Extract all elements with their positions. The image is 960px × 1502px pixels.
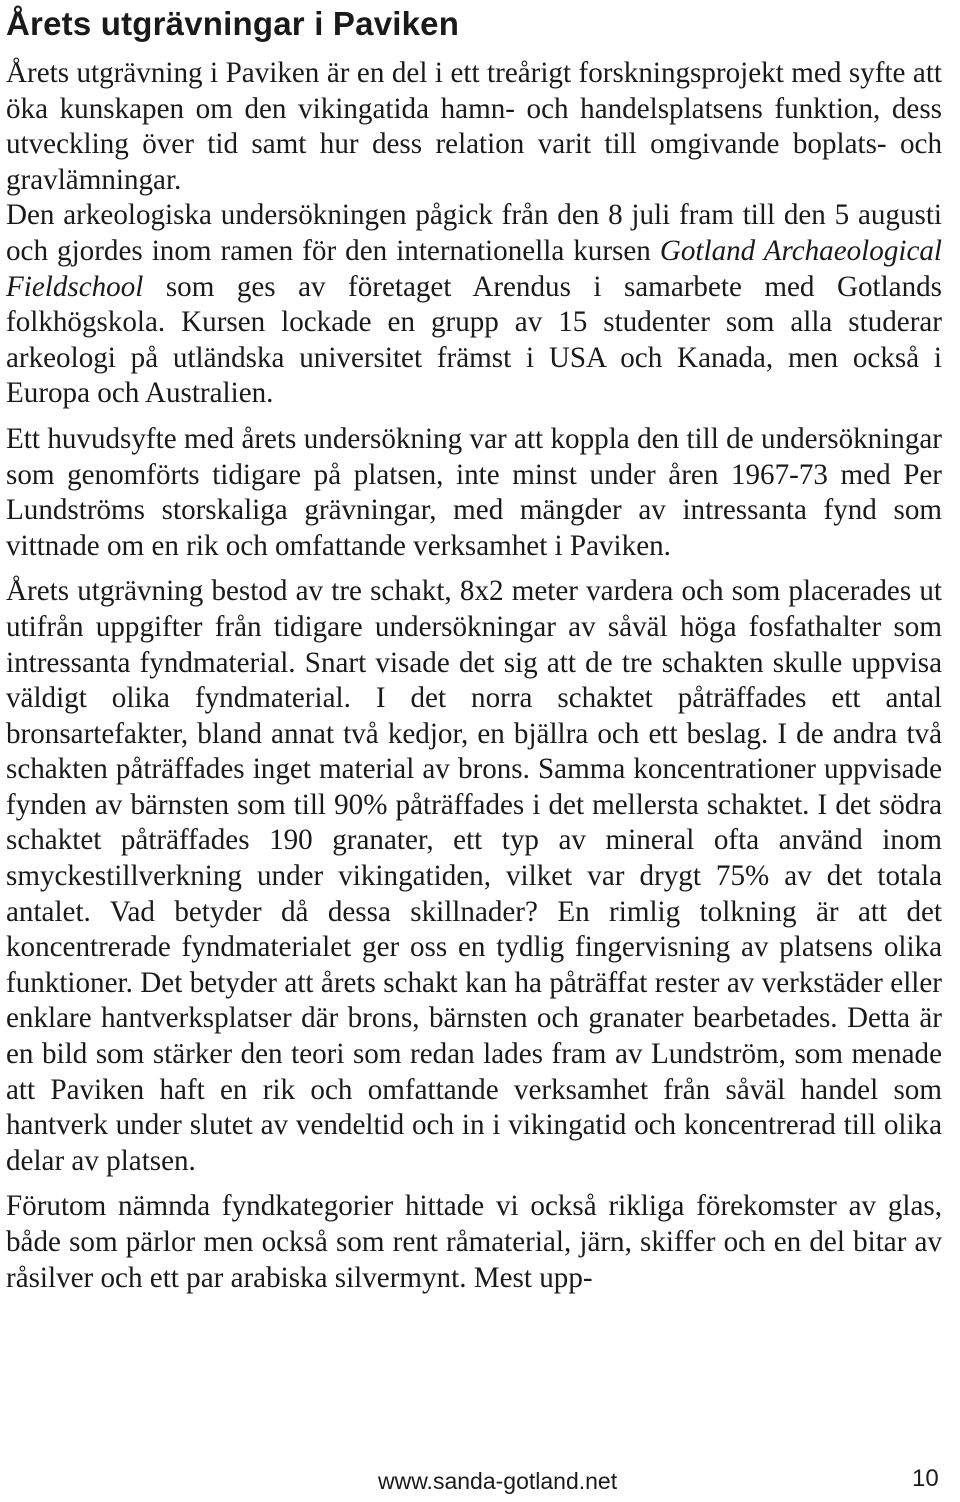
paragraph-purpose: Ett huvudsyfte med årets undersökning var att koppla den till de undersökningar som genomförts tidigare på platsen, inte minst under åren 1967-73 med Per Lundströms storskaliga grävningar, med mängder av intressanta fynd som vittnade om en rik och omfattande verksamhet i Paviken. [6,422,942,562]
paragraph-intro: Årets utgrävning i Paviken är en del i ett treårigt forskningsprojekt med syfte att öka kunskapen om den vikingatida hamn- och handelsplatsens funktion, dess utveckling över tid samt hur dess relation varit till omgivande boplats- och gravlämningar. [6,57,942,196]
course-name-italic: Gotland Archaeological Fieldschool [6,234,942,303]
paragraph-fieldschool [6,198,942,412]
paragraph-other-finds: Förutom nämnda fyndkategorier hittade vi också rikliga förekomster av glas, både som pärlor men också som rent råmaterial, järn, skiffer och en del bitar av råsilver och ett par arabiska silvermynt. Mest upp- [6,1190,942,1294]
paragraph-fieldschool-text-start: Den arkeologiska undersökningen pågick från den 8 juli fram till den 5 augusti och gjordes inom ramen för den internationella kursen [6,199,942,267]
document-page [6,0,942,1296]
footer-url: www.sanda-gotland.net [378,1468,618,1494]
paragraph-fieldschool-text-end: som ges av företaget Arendus i samarbete med Gotlands folkhögskola. Kursen lockade en grupp av 15 studenter som alla studerar arkeologi på utländska universitet främst i USA och Kanada, men också i Europa och Australien. [6,270,942,410]
page-title: Årets utgrävningar i Paviken [6,5,460,42]
page-number: 10 [912,1465,939,1492]
paragraph-trenches: Årets utgrävning bestod av tre schakt, 8x2 meter vardera och som placerades ut utifrån uppgifter från tidigare undersökningar av såväl höga fosfathalter som intressanta fyndmaterial. Snart visade det sig att de tre schakten skulle uppvisa väldigt olika fyndmaterial. I det norra schaktet påträffades ett antal bronsartefakter, bland annat två kedjor, en bjällra och ett beslag. I de andra två schakten påträffades inget material av brons. Samma koncentrationer uppvisade fynden av bärnsten som till 90% påträffades i det mellersta schaktet. I det södra schaktet påträffades 190 granater, ett typ av mineral ofta använd inom smyckestillverkning under vikingatiden, vilket var drygt 75% av det totala antalet. Vad betyder då dessa skillnader? En rimlig tolkning är att det koncentrerade fyndmaterialet ger oss en tydlig fingervisning av platsens olika funktioner. Det betyder att årets schakt kan ha påträffat rester av verkstäder eller enklare hantverksplatser där brons, bärnsten och granater bearbetades. Detta är en bild som stärker den teori som redan lades fram av Lundström, som menade att Paviken haft en rik och omfattande verksamhet från såväl handel som hantverk under slutet av vendeltid och in i vikingatid och koncentrerad till olika delar av platsen. [6,575,942,1177]
